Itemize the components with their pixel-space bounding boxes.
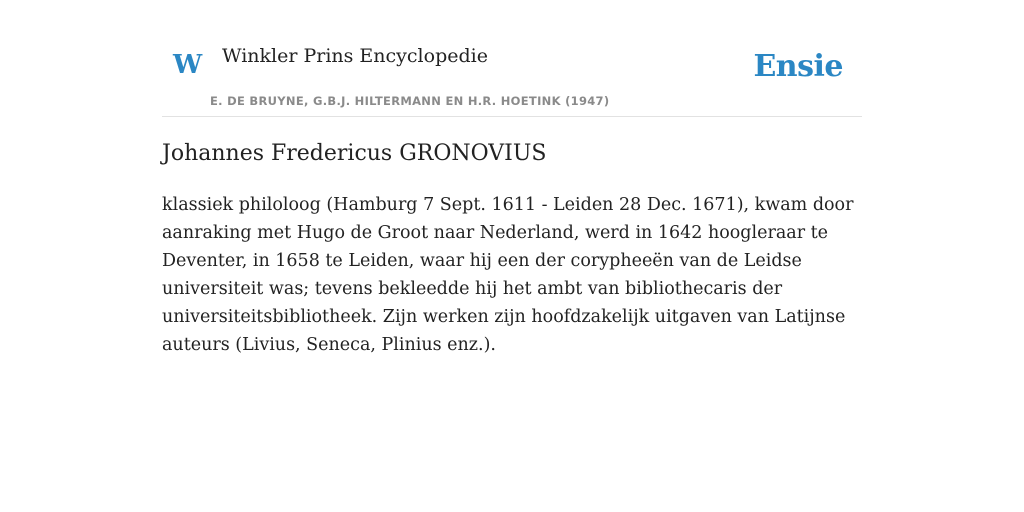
source-logo: W	[173, 50, 203, 80]
source-title[interactable]: Winkler Prins Encyclopedie	[222, 45, 488, 67]
article-title: Johannes Fredericus GRONOVIUS	[162, 141, 547, 166]
brand-logo-link[interactable]: Ensie	[753, 49, 843, 84]
source-header	[162, 40, 862, 117]
article-body: klassiek philoloog (Hamburg 7 Sept. 1611 - Leiden 28 Dec. 1671), kwam door aanraking met Hugo de Groot naar Nederland, werd in 1642 hoogleraar te Deventer, in 1658 te Leiden, waar hij een der corypheeën van de Leidse universiteit was; tevens bekleedde hij het ambt van bibliothecaris der universiteitsbibliotheek. Zijn werken zijn hoofdzakelijk uitgaven van Latijnse auteurs (Livius, Seneca, Plinius enz.).	[162, 194, 854, 355]
source-authors: E. DE BRUYNE, G.B.J. HILTERMANN EN H.R. HOETINK (1947)	[210, 94, 610, 108]
article	[162, 140, 864, 359]
